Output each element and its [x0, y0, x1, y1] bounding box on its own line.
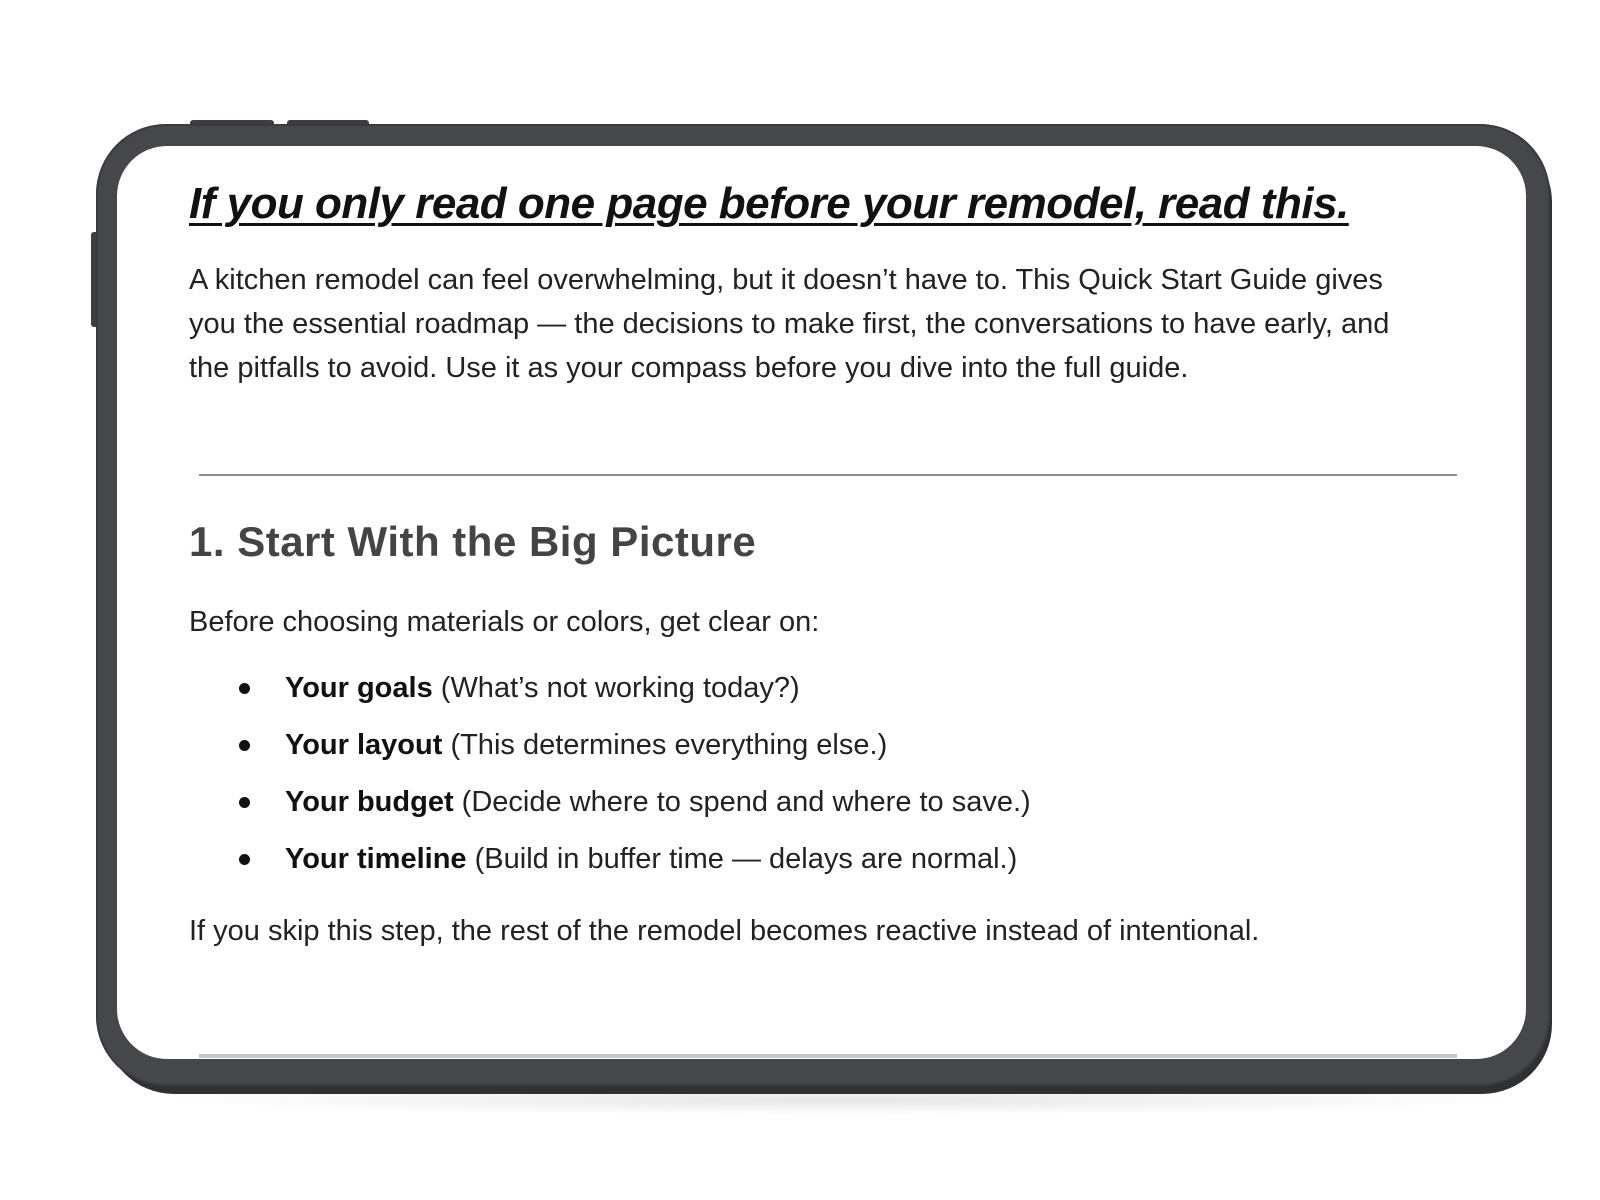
item-detail: (This determines everything else.) — [450, 729, 888, 761]
item-detail: (Decide where to spend and where to save.) — [461, 786, 1031, 818]
bullet-icon — [239, 854, 250, 865]
section-lead: Before choosing materials or colors, get clear on: — [189, 606, 820, 638]
document-intro — [189, 174, 1459, 390]
section-heading: 1. Start With the Big Picture — [189, 518, 757, 565]
list-item-layout — [189, 723, 1459, 767]
item-detail: (What’s not working today?) — [440, 672, 800, 704]
section-big-picture — [189, 512, 1459, 953]
item-term: Your timeline — [285, 843, 467, 875]
item-term: Your budget — [285, 786, 454, 818]
item-term: Your goals — [285, 672, 433, 704]
section-divider — [199, 474, 1457, 476]
bullet-icon — [239, 740, 250, 751]
item-detail: (Build in buffer time — delays are normal.) — [474, 843, 1018, 875]
tablet-frame — [96, 124, 1550, 1086]
bullet-icon — [239, 683, 250, 694]
tablet-screen[interactable] — [117, 146, 1526, 1059]
list-item-budget — [189, 780, 1459, 824]
list-item-timeline — [189, 837, 1459, 881]
item-term: Your layout — [285, 729, 443, 761]
list-item-goals — [189, 666, 1459, 710]
bullet-icon — [239, 797, 250, 808]
bottom-divider — [199, 1054, 1457, 1058]
checklist — [189, 666, 1459, 881]
page-title: If you only read one page before your remodel, read this. — [189, 179, 1349, 228]
intro-paragraph: A kitchen remodel can feel overwhelming, but it doesn’t have to. This Quick Start Guide gives you the essential roadmap — the decisions to make first, the conversations to have early, and the pitfalls to avoid. Use it as your compass before you dive into the full guide. — [189, 264, 1390, 384]
closing-paragraph: If you skip this step, the rest of the remodel becomes reactive instead of intentional. — [189, 915, 1260, 947]
